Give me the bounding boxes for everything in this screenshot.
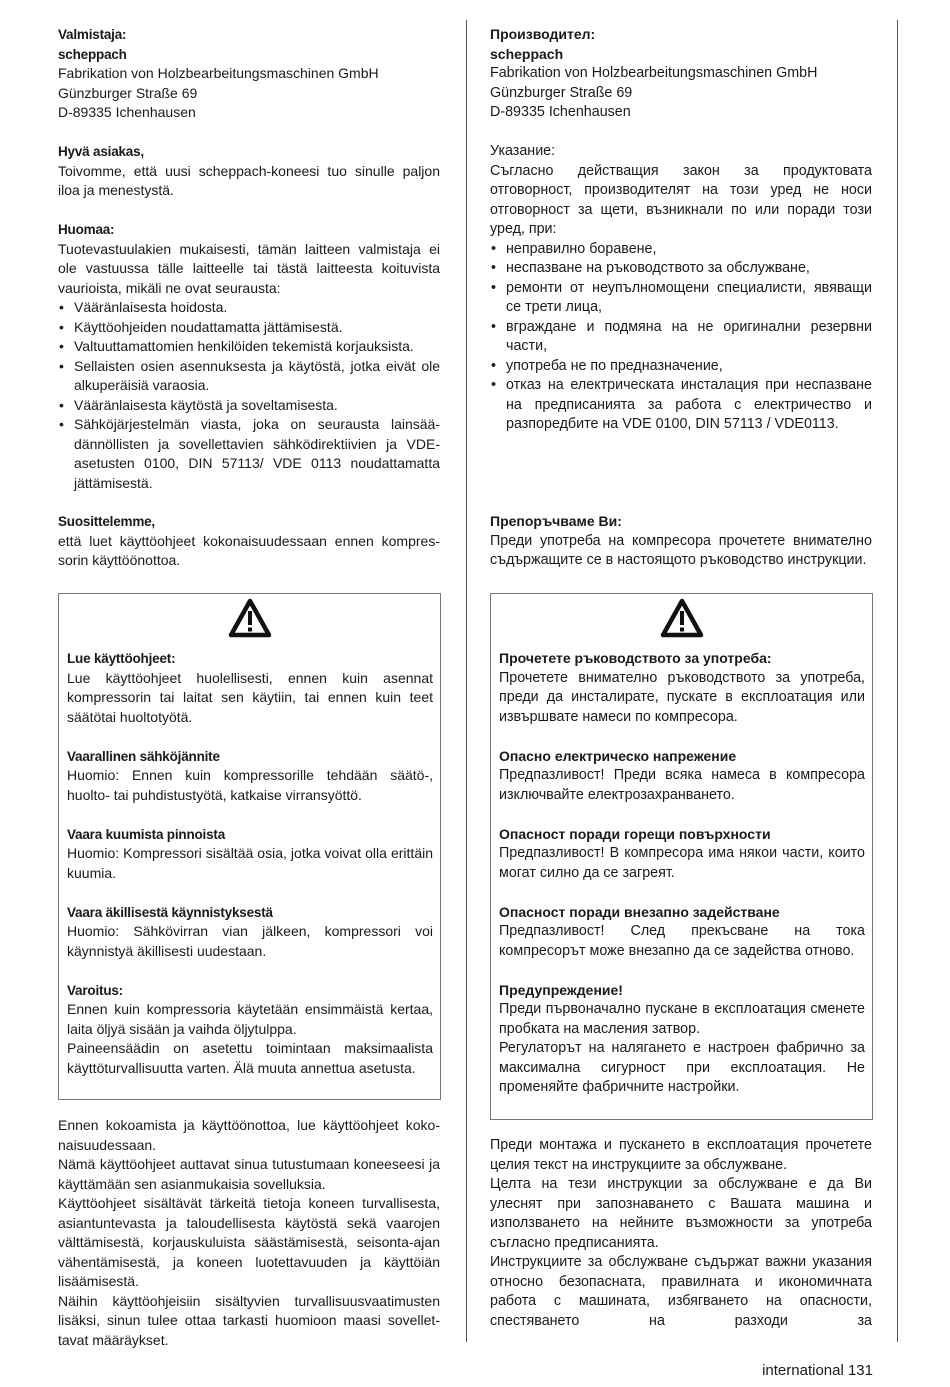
- notice-text: Tuotevastuulakien mukaisesti, tämän laitteen valmistaja ei ole vastuussa tälle laitteelle tai tästä laitteesta koituvista vaurioista, mikäli ne ovat seurausta:: [58, 240, 440, 296]
- box-text: Предпазливост! Преди всяка намеса в компресора изключвайте електрозахранването.: [499, 767, 865, 803]
- list-item: • ремонти от неупълномощени специалисти, явяващи се трети лица,: [490, 279, 872, 318]
- list-item: • Käyttöohjeiden noudattamatta jättämisestä.: [58, 318, 440, 338]
- closing-paragraph: Инструкциите за обслужване съдържат важни указания относно безопасната, правилната и икономичната работа с машината, избягването на опасности, спестяването на разходи за: [490, 1254, 872, 1329]
- box-text: Huomio: Kompressori sisältää osia, jotka voivat olla erittäin kuumia.: [67, 845, 433, 881]
- address-line: Fabrikation von Holzbearbeitungsmaschinen GmbH: [58, 65, 379, 81]
- list-item: • вграждане и подмяна на не оригинални резервни части,: [490, 318, 872, 357]
- page-footer: international 131: [762, 1362, 873, 1379]
- manufacturer-name: scheppach: [58, 46, 127, 62]
- box-heading: Vaara kuumista pinnoista: [67, 826, 226, 842]
- manufacturer-label: Производител:: [490, 26, 596, 42]
- box-text: Прочетете внимателно ръководството за употреба, преди да инсталирате, пускате в експлоатация или извършвате намеси по компресора.: [499, 669, 865, 725]
- list-item: • Sellaisten osien asennuksesta ja käytöstä, jotka eivät ole alkuperäisiä varaosia.: [58, 357, 440, 396]
- warning-box: [490, 593, 873, 1120]
- liability-list: [58, 298, 440, 493]
- recommend-text: Преди употреба на компресора прочетете внимателно съдържащите се в настоящото ръководство инструкции.: [490, 532, 872, 568]
- bulgarian-column: [490, 25, 872, 435]
- box-heading: Предупреждение!: [499, 981, 623, 998]
- box-text: Преди първоначално пускане в експлоатация сменете пробката на масления затвор.: [499, 1001, 865, 1037]
- greeting-text: Toivomme, että uusi scheppach-koneesi tuo sinulle paljon iloa ja menestystä.: [58, 162, 440, 198]
- address-line: Günzburger Straße 69: [58, 84, 198, 101]
- box-text: Paineensäädin on asetettu toimintaan maksimaalista käyttöturvallisuutta varten. Älä muuta annettua asetusta.: [67, 1040, 433, 1076]
- list-item: • употреба не по предназначение,: [490, 357, 872, 377]
- box-heading: Lue käyttöohjeet:: [67, 651, 176, 666]
- address-line: D-89335 Ichenhausen: [58, 104, 196, 120]
- box-text: Huomio: Sähkövirran vian jälkeen, kompressori voi käynnistyä äkillisesti uudestaan.: [67, 923, 433, 959]
- list-item: • Sähköjärjestelmän viasta, joka on seurausta lainsäädännöllisten ja sovellettavien sähködirektiivien ja VDE-asetusten 0100, DIN 57113/ VDE 0113 noudattamatta jättämisestä.: [58, 415, 440, 493]
- liability-list: [490, 240, 872, 435]
- box-heading: Varoitus:: [67, 982, 123, 998]
- closing-paragraph: Käyttöohjeet sisältävät tärkeitä tietoja koneen turvallisesta, asiantuntevasta ja taloudellisesta käytöstä sekä vaarojen välttämisestä, korjauskuluista säästämisestä, seisonta-ajan vähentämisestä, ja koneen luotettavuuden ja käyttöiän lisäämisestä.: [58, 1195, 440, 1289]
- box-heading: Прочетете ръководството за употреба:: [499, 650, 772, 666]
- closing-paragraph: Преди монтажа и пускането в експлоатация прочетете целия текст на инструкциите за обслужване.: [490, 1137, 872, 1173]
- list-item: • неправилно боравене,: [490, 240, 872, 260]
- notice-text: Съгласно действащия закон за продуктовата отговорност, производителят на този уред не носи отговорност за щети, възникнали по или поради този уред, при:: [490, 162, 872, 237]
- box-text: Предпазливост! В компресора има някои части, които могат силно да се загреят.: [499, 845, 865, 881]
- recommend-heading: Suosittelemme,: [58, 514, 155, 529]
- finnish-column: [58, 25, 440, 493]
- list-item: • неспазване на ръководството за обслужване,: [490, 259, 872, 279]
- box-heading: Vaara äkillisestä käynnistyksestä: [67, 904, 273, 920]
- closing-paragraph: Nämä käyttöohjeet auttavat sinua tutustumaan koneeseesi ja käyttämään sen asianmukaisia sovelluksia.: [58, 1156, 440, 1192]
- notice-heading: Указание:: [490, 143, 556, 159]
- manufacturer-name: scheppach: [490, 45, 564, 62]
- right-margin-rule: [897, 20, 898, 1342]
- closing-paragraph: Ennen kokoamista ja käyttöönottoa, lue käyttöohjeet kokonaisuudessaan.: [58, 1117, 440, 1153]
- notice-heading: Huomaa:: [58, 222, 115, 237]
- list-item: • Vääränlaisesta hoidosta.: [58, 298, 440, 318]
- closing-text: [490, 1136, 872, 1331]
- box-heading: Vaarallinen sähköjännite: [67, 748, 220, 764]
- list-item: • Vääränlaisesta käytöstä ja soveltamisesta.: [58, 396, 440, 416]
- recommend-heading: Препоръчваме Ви:: [490, 513, 622, 529]
- box-text: Предпазливост! След прекъсване на тока компресорът може внезапно да се задейства отново.: [499, 923, 865, 959]
- box-text: Huomio: Ennen kuin kompressorille tehdään säätö-, huolto- tai puhdistustyötä, katkaise virransyöttö.: [67, 767, 433, 803]
- box-heading: Опасност поради внезапно задействане: [499, 903, 780, 920]
- closing-paragraph: Näihin käyttöohjeisiin sisältyvien turvallisuusvaatimusten lisäksi, sinun tulee ottaa tarkasti huomioon maasi sovellettavat määräykset.: [58, 1292, 440, 1348]
- box-text: Ennen kuin kompressoria käytetään ensimmäistä kertaa, laita öljyä sisään ja vaihda öljytulppa.: [67, 1001, 433, 1037]
- recommendation-block: [490, 512, 872, 571]
- address-line: D-89335 Ichenhausen: [490, 104, 631, 120]
- address-line: Günzburger Straße 69: [490, 84, 633, 101]
- warning-triangle-icon: [228, 598, 272, 638]
- box-heading: Опасност поради горещи повърхности: [499, 825, 771, 842]
- recommend-text: että luet käyttöohjeet kokonaisuudessaan ennen kompressorin käyttöönottoa.: [58, 532, 440, 568]
- list-item: • отказ на електрическата инсталация при неспазване на предписанията за работа с електричество и разпоредбите на VDE 0100, DIN 57113 / VDE0113.: [490, 376, 872, 435]
- box-text: Регулаторът на налягането е настроен фабрично за максимална сигурност при експлоатация. Не променяйте фабричните настройки.: [499, 1040, 865, 1095]
- list-item: • Valtuuttamattomien henkilöiden tekemistä korjauksista.: [58, 337, 440, 357]
- recommendation-block: [58, 512, 440, 571]
- address-line: Fabrikation von Holzbearbeitungsmaschinen GmbH: [490, 65, 818, 81]
- box-heading: Опасно електрическо напрежение: [499, 747, 737, 764]
- column-divider: [466, 20, 467, 1342]
- closing-text: [58, 1116, 440, 1350]
- warning-box: [58, 593, 441, 1100]
- greeting-heading: Hyvä asiakas,: [58, 144, 144, 159]
- warning-triangle-icon: [660, 598, 704, 638]
- box-text: Lue käyttöohjeet huolellisesti, ennen kuin asennat kompressorin tai laitat sen käytiin, tai ennen kuin teet säätötai huoltotyötä.: [67, 669, 433, 725]
- manufacturer-label: Valmistaja:: [58, 27, 127, 42]
- closing-paragraph: Целта на тези инструкции за обслужване е да Ви улеснят при запознаването с Вашата машина и използването на нейните възможности за употреба съгласно предписанията.: [490, 1176, 872, 1251]
